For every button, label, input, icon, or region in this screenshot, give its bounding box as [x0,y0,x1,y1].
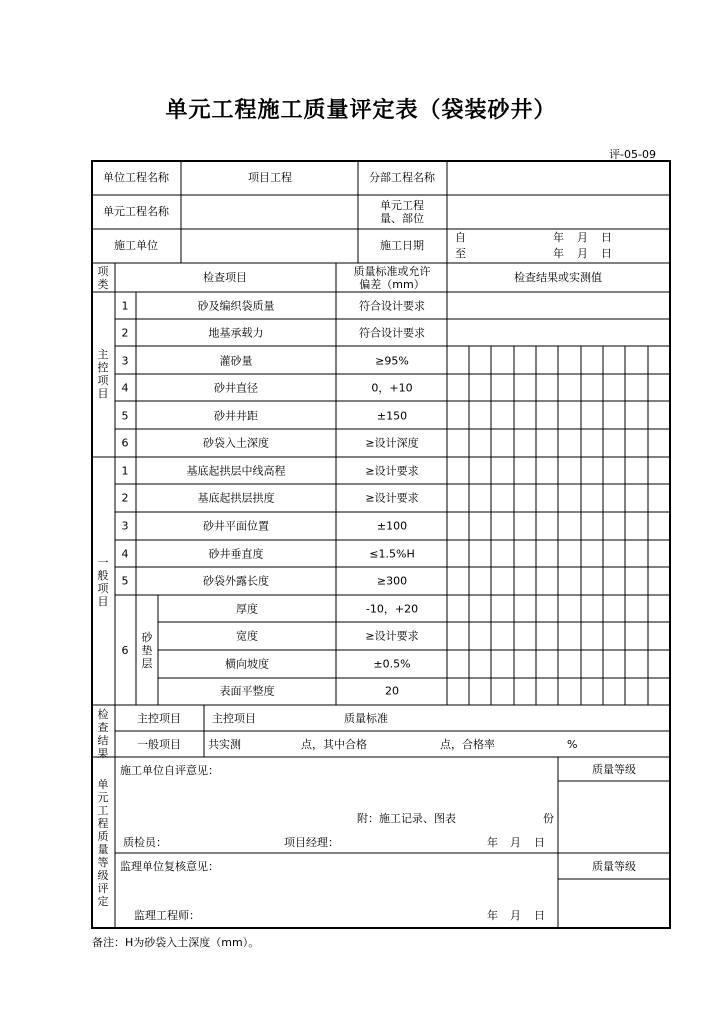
item-standard: 符合设计要求 [359,299,425,313]
contractor-opinion: 施工单位自评意见： [120,764,219,777]
item-standard: ≥95% [375,354,409,368]
results-quality-std: 质量标准 [344,712,388,725]
supervisor-sign-day: 日 [534,909,545,922]
from-month: 月 [577,231,588,244]
item-standard: ≥设计深度 [365,436,419,450]
evaluation-label: 单元工程质量等级评定 [97,778,109,908]
item-standard: ≥设计要求 [365,629,419,643]
item-standard: ≥300 [376,574,408,588]
results-points-pass: 点，其中合格 [301,738,367,751]
item-standard: ±100 [376,519,408,533]
from-day: 日 [601,231,612,244]
inspector-label: 质检员： [123,836,167,849]
results-general-label: 一般项目 [137,738,181,751]
item-name: 地基承载力 [208,326,264,340]
item-standard: 符合设计要求 [359,326,425,340]
cushion-no: 6 [121,644,129,657]
attachment-note: 附：施工记录、图表 [357,812,456,825]
item-name: 厚度 [236,602,258,616]
item-no: 2 [121,491,129,505]
results-main-label: 主控项目 [137,712,181,725]
page-title: 单元工程施工质量评定表（袋装砂井） [165,98,557,123]
results-percent: % [567,738,578,751]
item-no: 3 [121,354,129,368]
from-year: 年 [553,231,564,244]
standard-header-1: 质量标准或允许 [353,265,431,278]
category-header: 项类 [97,265,109,291]
item-name: 宽度 [236,629,258,643]
item-standard: ≥设计要求 [365,491,419,505]
results-label: 检查结果 [97,708,109,760]
item-name: 砂井直径 [214,381,258,395]
general-group-label: 一般项目 [97,556,109,608]
supervisor-grade-label: 质量等级 [592,860,636,873]
contractor-grade-label: 质量等级 [592,763,636,776]
date-label: 施工日期 [380,239,424,252]
item-no: 4 [121,547,129,561]
contractor-sign-day: 日 [534,836,545,849]
supervisor-label: 监理工程师： [134,909,200,922]
item-standard: ±0.5% [373,657,411,671]
check-item-header: 检查项目 [203,271,247,284]
standard-header-2: 偏差（mm） [359,278,425,291]
item-no: 5 [121,574,129,588]
result-header: 检查结果或实测值 [514,271,602,284]
to-day: 日 [601,247,612,260]
item-no: 3 [121,519,129,533]
item-name: 表面平整度 [219,684,275,698]
manager-label: 项目经理： [284,836,339,849]
unit-project-label: 单位工程名称 [103,171,169,184]
item-name: 砂及编织袋质量 [197,299,275,313]
item-no: 6 [121,436,129,450]
item-standard: ±150 [376,409,408,423]
sub-project-label: 分部工程名称 [369,171,435,184]
item-name: 砂井平面位置 [203,519,269,533]
contractor-label: 施工单位 [114,239,158,252]
date-to: 至 [455,247,466,260]
item-standard: 0，+10 [371,381,413,395]
item-name: 横向坡度 [225,657,269,671]
element-amount-label-1: 单元工程 [380,199,424,212]
to-month: 月 [577,247,588,260]
form-code: 评-05-09 [609,148,656,161]
item-no: 5 [121,409,129,423]
element-project-label: 单元工程名称 [103,205,169,218]
item-name: 灌砂量 [219,354,253,368]
main-group-label: 主控项目 [97,348,109,400]
item-name: 基底起拱层中线高程 [186,464,286,478]
item-no: 1 [121,299,129,313]
item-no: 4 [121,381,129,395]
contractor-sign-year: 年 [487,836,498,849]
item-standard: ≤1.5%H [369,547,415,561]
item-project-label: 项目工程 [248,171,292,184]
date-from: 自 [455,231,466,244]
item-no: 1 [121,464,129,478]
item-name: 砂袋外露长度 [203,574,269,588]
item-name: 砂袋入土深度 [203,436,269,450]
item-name: 基底起拱层拱度 [197,491,275,505]
item-name: 砂井井距 [214,409,258,423]
item-name: 砂井垂直度 [208,547,264,561]
footnote: 备注：H为砂袋入土深度（mm）。 [92,936,260,949]
item-standard: -10，+20 [365,602,419,616]
cushion-label: 砂垫层 [141,631,153,670]
attachment-copies: 份 [543,812,554,825]
element-amount-label-2: 量、部位 [380,212,424,225]
results-main-text: 主控项目 [212,712,256,725]
supervisor-sign-year: 年 [487,909,498,922]
results-points-rate: 点，合格率 [440,738,495,751]
item-no: 2 [121,326,129,340]
results-measured: 共实测 [208,738,241,751]
item-standard: 20 [385,684,399,698]
item-standard: ≥设计要求 [365,464,419,478]
supervisor-sign-month: 月 [510,909,521,922]
to-year: 年 [553,247,564,260]
supervisor-opinion: 监理单位复核意见： [120,860,219,873]
contractor-sign-month: 月 [510,836,521,849]
